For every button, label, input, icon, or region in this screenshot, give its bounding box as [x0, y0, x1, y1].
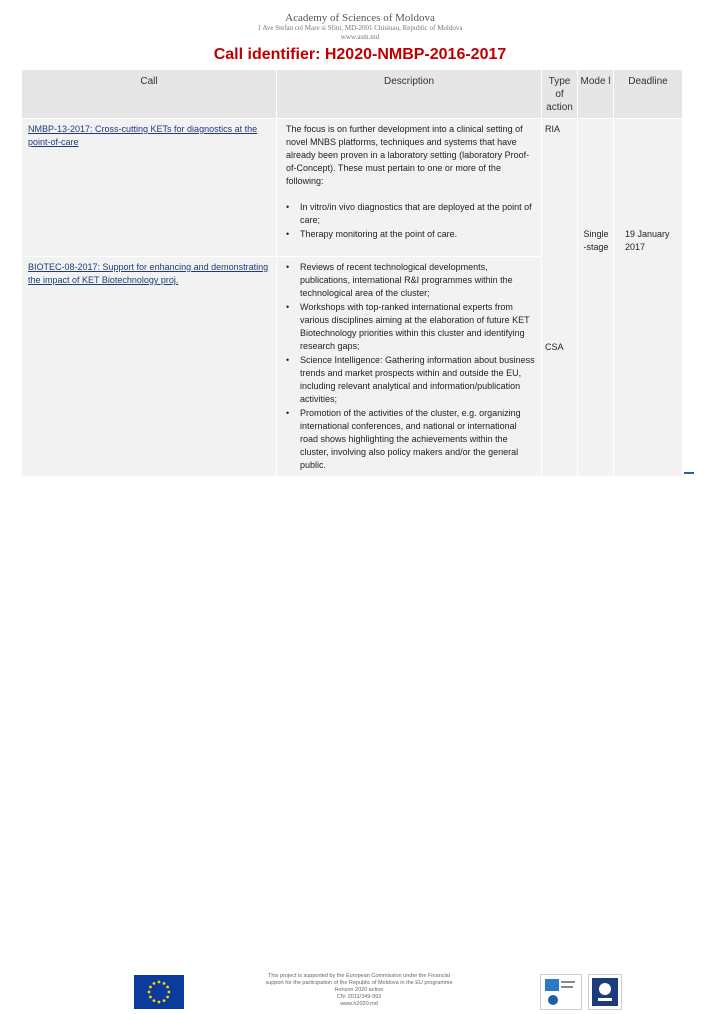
col-header-type: Type of action: [542, 70, 577, 118]
row-divider: [22, 256, 542, 257]
bullet-text: Promotion of the activities of the cluster, e.g. organizing international conferences, and national or international road shows highlighting the achievements within the cluster, involving also policy makers and/or the general public.: [300, 408, 521, 470]
bullet-item: [286, 407, 536, 472]
deadline-cell: 19 January 2017: [625, 229, 670, 252]
org-address: 1 Ave Stefan cel Mare si Sfint, MD-2001 Chisinau, Republic of Moldova: [257, 24, 463, 32]
call-link-biotec[interactable]: BIOTEC-08-2017: Support for enhancing and demonstrating the impact of KET Biotechnology proj.: [28, 262, 269, 285]
org-name: Academy of Sciences of Moldova: [285, 12, 435, 24]
bullet-dot-icon: •: [286, 408, 290, 418]
bullet-dot-icon: •: [286, 229, 290, 239]
bullet-item: [286, 261, 536, 300]
column-divider: [541, 70, 542, 476]
call-cell-biotec[interactable]: [28, 261, 272, 287]
type-cell-csa: CSA: [545, 342, 564, 352]
footer: [0, 484, 720, 1007]
col-header-deadline: Deadline: [614, 70, 682, 118]
bullet-text: Reviews of recent technological developments, publications, international R&I programmes within the technological area of the cluster;: [300, 262, 513, 298]
partner-logo: [540, 974, 582, 1010]
eu-flag-logo: [134, 975, 184, 1009]
col-header-call: Call: [22, 70, 276, 118]
column-divider: [577, 70, 578, 476]
row-divider: [22, 118, 682, 119]
bullet-text: Workshops with top-ranked international experts from various disciplines aiming at the elaboration of future KET Biotechnology priorities within this cluster and identifying research gaps;: [300, 302, 530, 351]
col-header-mode: Mode l: [578, 70, 613, 118]
call-cell-nmbp[interactable]: [28, 123, 272, 149]
bullet-item: [286, 201, 536, 227]
bullet-item: [286, 354, 536, 406]
bullet-text: In vitro/in vivo diagnostics that are deployed at the point of care;: [300, 202, 532, 225]
col-header-description: Description: [277, 70, 541, 118]
footer-site: www.h2020.md: [340, 1001, 378, 1007]
bullet-dot-icon: •: [286, 355, 290, 365]
bullet-dot-icon: •: [286, 302, 290, 312]
mode-cell: Single -stage: [583, 229, 609, 252]
column-divider: [613, 70, 614, 476]
funding-notice: [262, 973, 456, 1008]
org-site: www.asm.md: [340, 33, 380, 41]
page-title: Call identifier: H2020-NMBP-2016-2017: [213, 46, 507, 63]
type-cell-ria: RIA: [545, 124, 561, 134]
bullet-dot-icon: •: [286, 202, 290, 212]
description-text-nmbp: The focus is on further development into a clinical setting of novel MNBS platforms, techniques and systems that have already been proven in a laboratory setting (laboratory Proof-of-Concept). These must pertain to one or more of the following:: [286, 124, 530, 186]
funding-text: This project is supported by the European Commission under the Financial support for the participation of the Republic of Moldova in the EU programme Horizon 2020 action: [265, 973, 453, 993]
bullet-item: [286, 228, 536, 241]
slide-marker: [684, 472, 694, 474]
bullet-dot-icon: •: [286, 262, 290, 272]
column-divider: [276, 70, 277, 476]
org-header: [0, 12, 720, 42]
bullet-item: [286, 301, 536, 353]
contract-number: CN: 2011/349-992: [336, 994, 382, 1000]
bullet-text: Therapy monitoring at the point of care.: [300, 229, 458, 239]
bullet-text: Science Intelligence: Gathering information about business trends and market prospects within and outside the EU, including relevant analytical and information/publication activities;: [300, 355, 535, 404]
academy-logo: [588, 974, 622, 1010]
calls-table: [22, 70, 682, 476]
call-link-nmbp[interactable]: NMBP-13-2017: Cross-cutting KETs for diagnostics at the point-of-care: [28, 124, 258, 147]
